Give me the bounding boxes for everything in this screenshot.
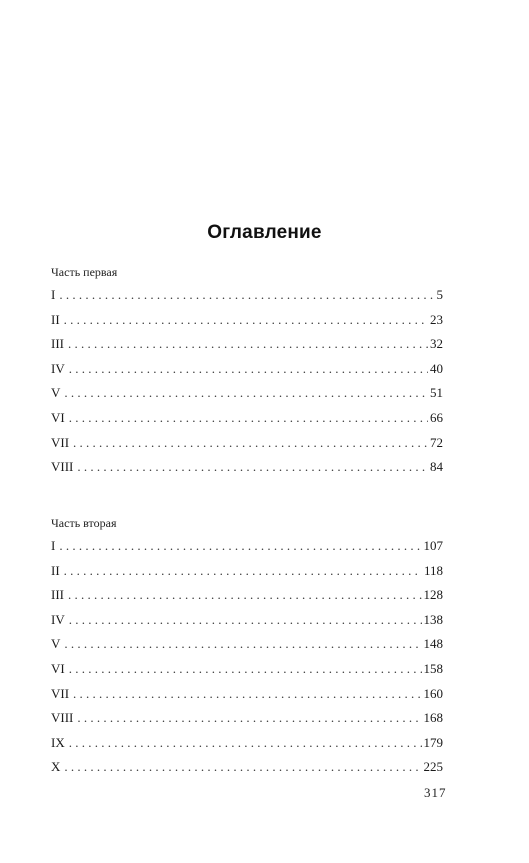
chapter-label: V <box>51 385 61 401</box>
page-number: 23 <box>430 311 443 327</box>
dot-leader <box>68 336 428 352</box>
toc-entries-part-2 <box>51 538 443 784</box>
chapter-label: VI <box>51 660 65 676</box>
dot-leader <box>69 410 428 426</box>
toc-entry[interactable] <box>51 636 443 661</box>
toc-entry[interactable] <box>51 735 443 760</box>
chapter-label: VIII <box>51 459 74 475</box>
dot-leader <box>64 385 428 401</box>
toc-entry[interactable] <box>51 410 443 435</box>
toc-entry[interactable] <box>51 312 443 337</box>
page-number: 84 <box>430 459 443 475</box>
dot-leader <box>59 287 434 303</box>
toc-entry[interactable] <box>51 686 443 711</box>
page-number: 168 <box>423 710 443 726</box>
toc-entries-part-1 <box>51 287 443 484</box>
part-heading-1: Часть первая <box>51 265 118 279</box>
chapter-label: V <box>51 636 61 652</box>
toc-entry[interactable] <box>51 435 443 460</box>
dot-leader <box>73 686 421 702</box>
dot-leader <box>64 636 421 652</box>
dot-leader <box>64 759 421 775</box>
chapter-label: III <box>51 587 64 603</box>
page-number: 32 <box>430 336 443 352</box>
toc-title: Оглавление <box>207 222 322 243</box>
toc-entry[interactable] <box>51 385 443 410</box>
page-number: 5 <box>436 287 443 302</box>
part-heading-2: Часть вторая <box>51 516 117 530</box>
chapter-label: I <box>51 287 56 302</box>
page-number: 66 <box>430 409 443 425</box>
page-number: 51 <box>430 385 443 401</box>
toc-entry[interactable] <box>51 538 443 563</box>
chapter-label: IV <box>51 360 65 376</box>
chapter-label: III <box>51 336 64 352</box>
dot-leader <box>69 735 422 751</box>
dot-leader <box>77 710 421 726</box>
chapter-label: VII <box>51 685 70 701</box>
chapter-label: VI <box>51 409 65 425</box>
page-folio: 317 <box>424 785 447 800</box>
chapter-label: I <box>51 538 56 553</box>
page-number: 148 <box>423 636 443 652</box>
toc-entry[interactable] <box>51 661 443 686</box>
dot-leader <box>64 312 428 328</box>
toc-entry[interactable] <box>51 710 443 735</box>
toc-entry[interactable] <box>51 336 443 361</box>
dot-leader <box>77 459 428 475</box>
toc-entry[interactable] <box>51 459 443 484</box>
chapter-label: II <box>51 311 60 327</box>
chapter-label: VIII <box>51 710 74 726</box>
page-number: 225 <box>423 759 443 775</box>
dot-leader <box>64 563 422 579</box>
page-number: 158 <box>423 660 443 676</box>
page-number: 160 <box>423 685 443 701</box>
chapter-label: X <box>51 759 61 775</box>
dot-leader <box>59 538 421 554</box>
toc-entry[interactable] <box>51 563 443 588</box>
page-number: 138 <box>423 611 443 627</box>
toc-entry[interactable] <box>51 759 443 784</box>
chapter-label: VII <box>51 434 70 450</box>
chapter-label: IV <box>51 611 65 627</box>
page-number: 179 <box>423 734 443 750</box>
page-number: 107 <box>423 538 443 553</box>
toc-entry[interactable] <box>51 587 443 612</box>
page-number: 40 <box>430 360 443 376</box>
dot-leader <box>69 612 422 628</box>
chapter-label: IX <box>51 734 65 750</box>
dot-leader <box>73 435 428 451</box>
page-number: 118 <box>423 562 443 578</box>
dot-leader <box>69 361 428 377</box>
toc-entry[interactable] <box>51 612 443 637</box>
dot-leader <box>69 661 422 677</box>
toc-entry[interactable] <box>51 361 443 386</box>
toc-entry[interactable] <box>51 287 443 312</box>
page-number: 72 <box>430 434 443 450</box>
page-number: 128 <box>423 587 443 603</box>
dot-leader <box>68 587 422 603</box>
chapter-label: II <box>51 562 60 578</box>
